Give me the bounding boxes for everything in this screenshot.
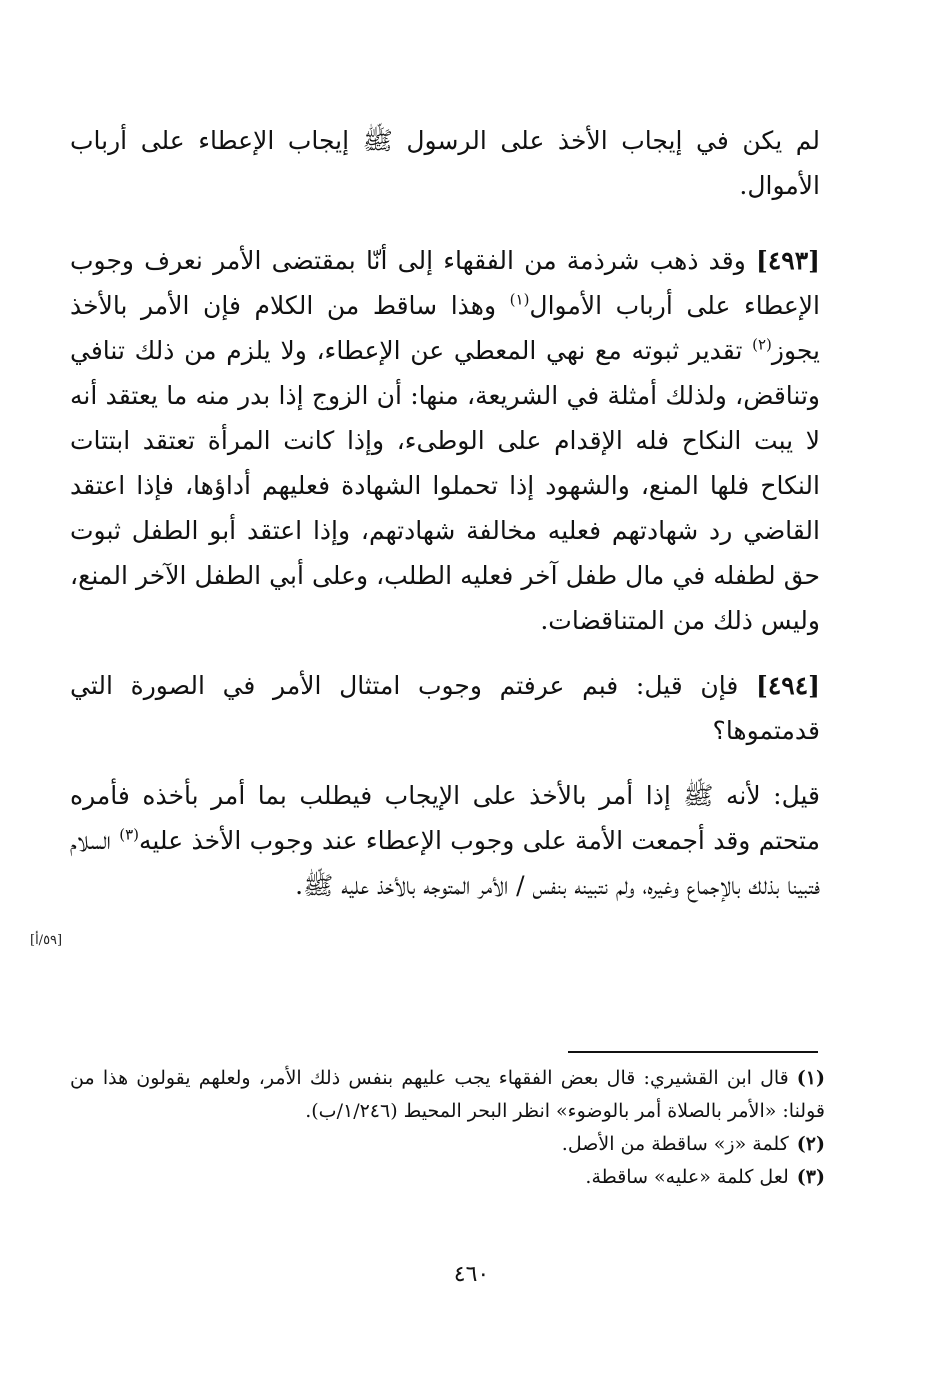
paragraph-493 (70, 238, 820, 643)
paragraph-number-493: [٤٩٣] (756, 246, 820, 275)
paragraph-number-494: [٤٩٤] (756, 671, 820, 700)
footnote-ref-2[interactable]: (٢) (752, 335, 772, 354)
footnote-3-text: لعل كلمة «عليه» ساقطة. (585, 1166, 789, 1188)
paragraph-494-text: فإن قيل: فبم عرفتم وجوب امتثال الأمر في الصورة التي قدمتموها؟ (70, 671, 820, 745)
footnote-1 (70, 1062, 825, 1128)
paragraph-494 (70, 663, 820, 753)
paragraph-1-text: لم يكن في إيجاب الأخذ على الرسول ﷺ إيجاب الإعطاء على أرباب الأموال. (70, 126, 820, 200)
paragraph-493-text-c: تقدير ثبوته مع نهي المعطي عن الإعطاء، ولا يلزم من ذلك تنافي وتناقض، ولذلك أمثلة في الشريعة، منها: أن الزوج إذا بدر منه ما يعتقد أنه لا يبت النكاح فله الإقدام على الوطىء، وإذا كانت المرأة تعتقد ابتتات النكاح فلها المنع، والشهود إذا تحملوا الشهادة فعليهم أداؤها، فإذا اعتقد القاضي رد شهادتهم فعليه مخالفة شهادتهم، وإذا اعتقد أبو الطفل ثبوت حق لطفله في مال طفل آخر فعليه الطلب، وعلى أبي الطفل الآخر المنع، وليس ذلك من المتناقضات. (70, 336, 820, 635)
page-number: ٤٦٠ (453, 1262, 490, 1287)
footnote-divider (568, 1051, 818, 1053)
footnote-2-text: كلمة «ز» ساقطة من الأصل. (561, 1133, 789, 1155)
footnote-ref-1[interactable]: (١) (509, 290, 530, 309)
paragraph-answer-text-b: السلام فتبينا بذلك بالإجماع وغيره، ولم نتبينه بنفس / الأمر المتوجه بالأخذ عليه ﷺ. (70, 826, 820, 900)
footnotes (70, 1062, 825, 1194)
footnote-3 (70, 1161, 825, 1194)
footnote-2 (70, 1128, 825, 1161)
manuscript-folio-ref: [٥٩/أ] (30, 933, 63, 948)
main-text (70, 118, 820, 908)
footnote-ref-3[interactable]: (٣) (119, 825, 139, 844)
paragraph-1 (70, 118, 820, 208)
footnote-1-mark: (١) (796, 1067, 825, 1089)
footnote-3-mark: (٣) (796, 1166, 825, 1188)
paragraph-answer-text-a: قيل: لأنه ﷺ إذا أمر بالأخذ على الإيجاب فيطلب بما أمر بأخذه فأمره متحتم وقد أجمعت الأمة على وجوب الإعطاء عند وجوب الأخذ عليه (70, 781, 820, 855)
footnote-2-mark: (٢) (796, 1133, 825, 1155)
paragraph-answer (70, 773, 820, 908)
paragraph-493-text-a: وقد ذهب شرذمة من الفقهاء إلى أنّا بمقتضى الأمر نعرف وجوب الإعطاء على أرباب الأموال (70, 246, 820, 320)
paragraph-493-text-b: وهذا ساقط من الكلام فإن الأمر بالأخذ يجوز (70, 291, 820, 365)
footnote-1-text: قال ابن القشيري: قال بعض الفقهاء يجب عليهم بنفس ذلك الأمر، ولعلهم يقولون هذا من قولنا: «الأمر بالصلاة أمر بالوضوء» انظر البحر المحيط (١/٢٤٦/ب). (70, 1067, 825, 1122)
